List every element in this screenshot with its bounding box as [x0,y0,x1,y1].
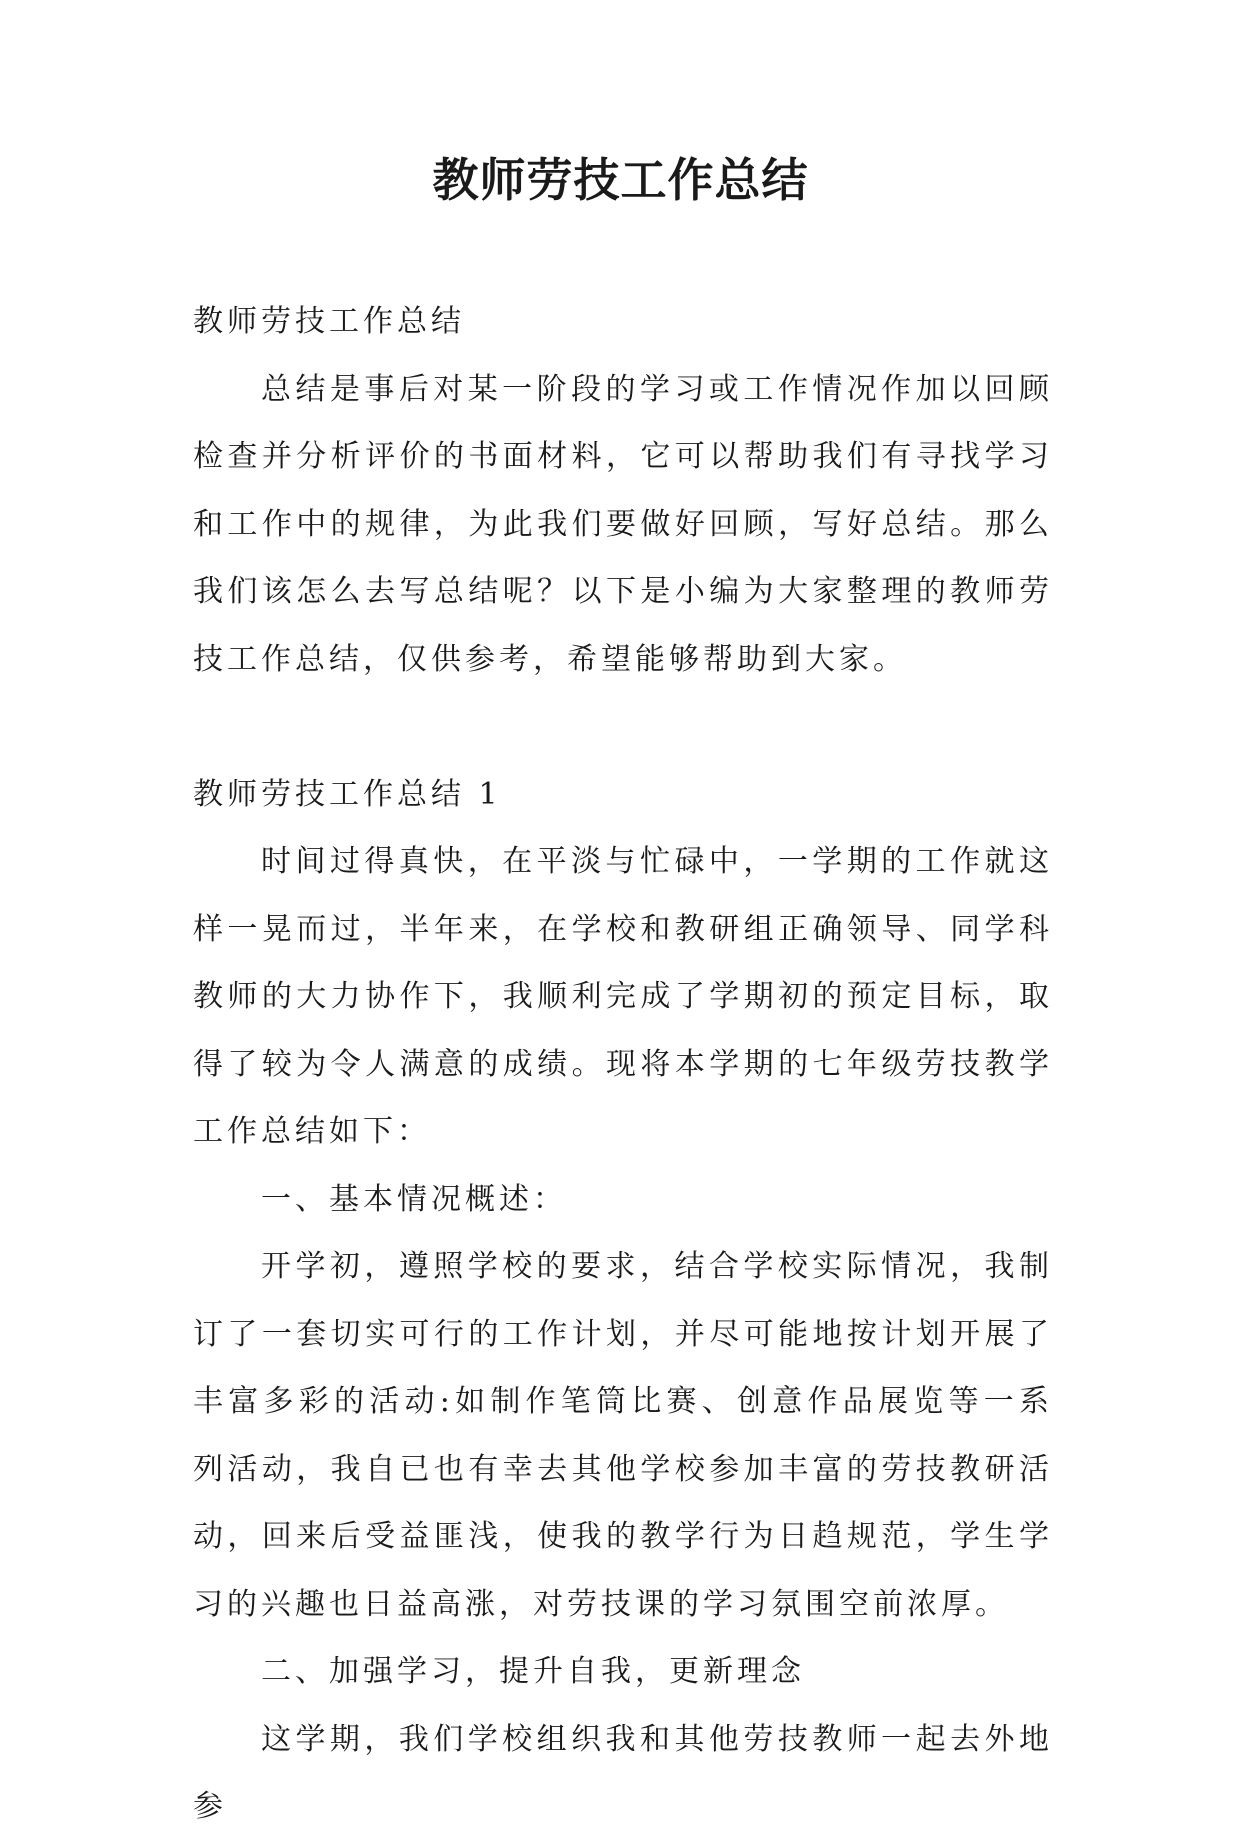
document-subtitle: 教师劳技工作总结 [193,304,465,339]
document-title: 教师劳技工作总结 [432,153,809,207]
subheading-strengthen-learning: 二、加强学习，提升自我，更新理念 [261,1654,805,1689]
basic-overview-paragraph: 开学初，遵照学校的要求，结合学校实际情况，我制订了一套切实可行的工作计划，并尽可能地按计划开展了丰富多彩的活动:如制作笔筒比赛、创意作品展览等一系列活动，我自已也有幸去其他学校参加丰富的劳技教研活动，回来后受益匪浅，使我的教学行为日趋规范，学生学习的兴趣也日益高涨，对劳技课的学习氛围空前浓厚。 [193,1249,1053,1622]
document-body [193,288,1053,1841]
section-paragraph: 时间过得真快，在平淡与忙碌中，一学期的工作就这样一晃而过，半年来，在学校和教研组正确领导、同学科教师的大力协作下，我顺利完成了学期初的预定目标，取得了较为令人满意的成绩。现将本学期的七年级劳技教学工作总结如下： [193,844,1053,1149]
strengthen-learning-paragraph: 这学期，我们学校组织我和其他劳技教师一起去外地参 [193,1721,1053,1824]
paragraph-spacer [193,693,1053,761]
intro-paragraph: 总结是事后对某一阶段的学习或工作情况作加以回顾检查并分析评价的书面材料，它可以帮助我们有寻找学习和工作中的规律，为此我们要做好回顾，写好总结。那么我们该怎么去写总结呢？以下是小编为大家整理的教师劳技工作总结，仅供参考，希望能够帮助到大家。 [193,371,1053,677]
subheading-basic-overview: 一、基本情况概述： [261,1181,567,1217]
section-heading: 教师劳技工作总结 1 [193,776,502,812]
